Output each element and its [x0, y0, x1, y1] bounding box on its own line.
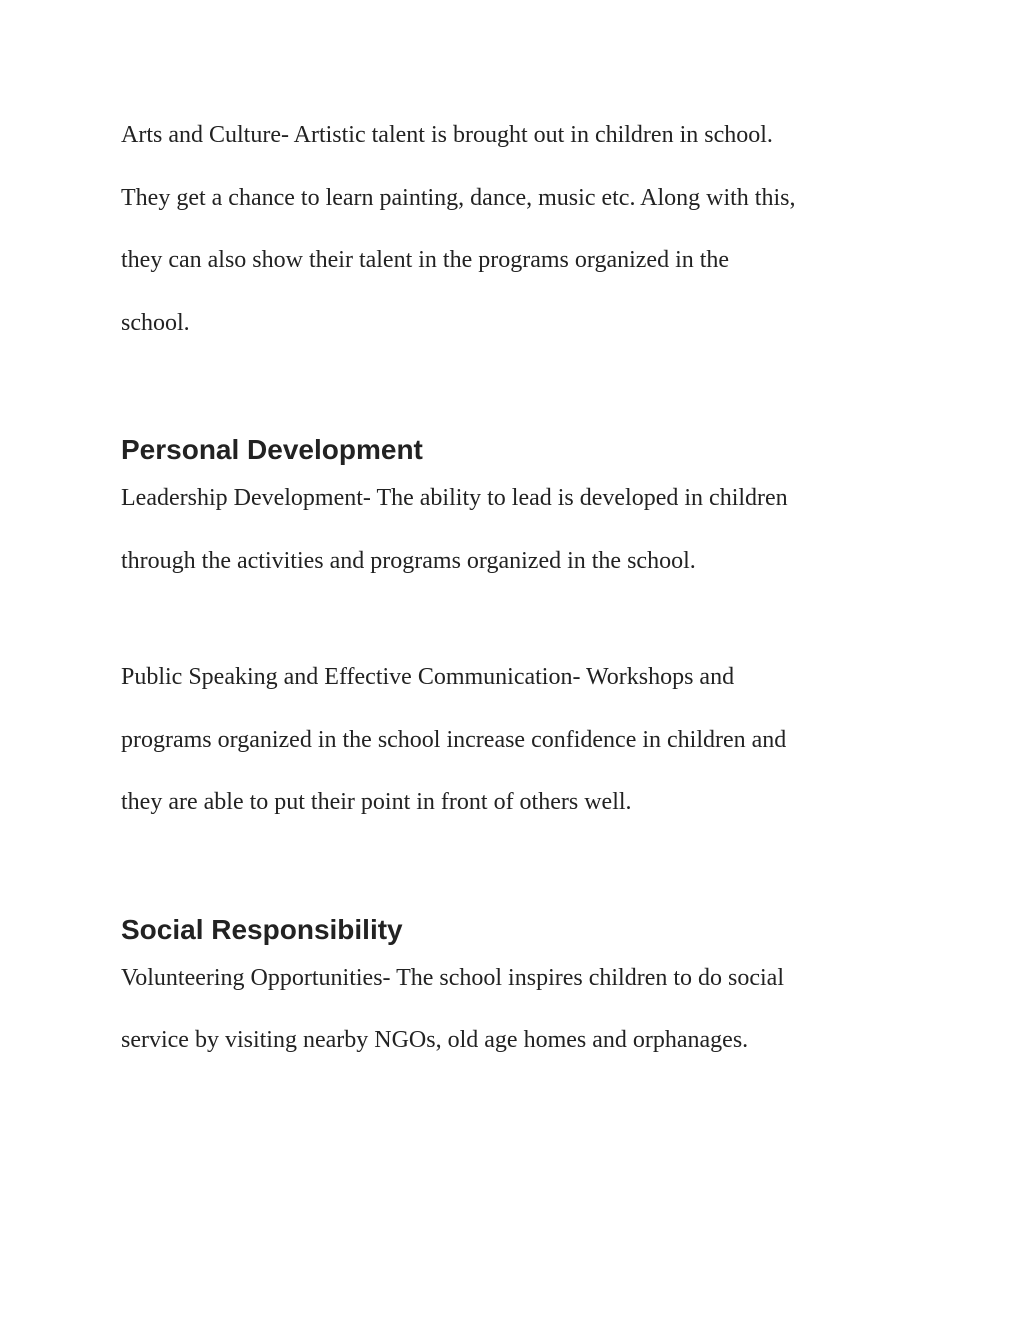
paragraph-line: Leadership Development- The ability to lead is developed in children	[121, 485, 788, 511]
paragraph-line: Arts and Culture- Artistic talent is brought out in children in school.	[121, 122, 773, 148]
paragraph-line: Volunteering Opportunities- The school inspires children to do social	[121, 964, 784, 991]
personal-development-heading: Personal Development	[121, 434, 423, 465]
paragraph-line: Public Speaking and Effective Communication- Workshops and	[121, 664, 735, 690]
document-content	[121, 104, 911, 1072]
paragraph-line: they are able to put their point in front of others well.	[121, 789, 632, 815]
paragraph-line: service by visiting nearby NGOs, old age homes and orphanages.	[121, 1027, 749, 1053]
paragraph-line: They get a chance to learn painting, dance, music etc. Along with this,	[121, 184, 796, 211]
volunteering-paragraph	[121, 947, 911, 1072]
public-speaking-paragraph	[121, 646, 911, 834]
arts-culture-paragraph	[121, 104, 911, 354]
social-responsibility-heading: Social Responsibility	[121, 913, 403, 945]
paragraph-line: they can also show their talent in the programs organized in the	[121, 247, 730, 273]
paragraph-line: programs organized in the school increase confidence in children and	[121, 726, 787, 753]
paragraph-line: school.	[121, 309, 190, 336]
paragraph-line: through the activities and programs organized in the school.	[121, 547, 696, 574]
leadership-paragraph	[121, 467, 911, 592]
